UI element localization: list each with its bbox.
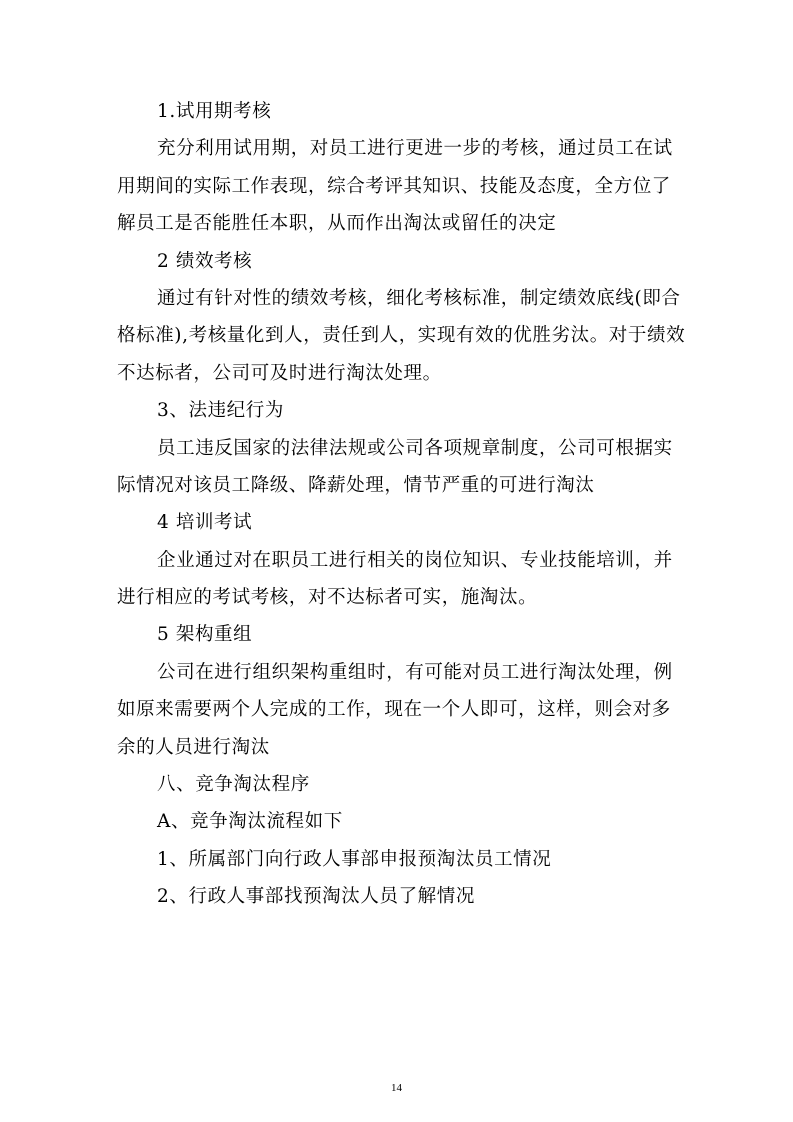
paragraph-line: 充分利用试用期，对员工进行更进一步的考核，通过员工在试 [157, 138, 673, 160]
paragraph-line: 如原来需要两个人完成的工作，现在一个人即可，这样，则会对多 [117, 699, 671, 721]
paragraph-line: 解员工是否能胜任本职，从而作出淘汰或留任的决定 [117, 213, 557, 235]
paragraph-line: 公司在进行组织架构重组时，有可能对员工进行淘汰处理，例 [157, 661, 673, 683]
heading-restructuring: 5 架构重组 [157, 624, 253, 646]
heading-training-exam: 4 培训考试 [157, 512, 253, 534]
paragraph-line: 通过有针对性的绩效考核，细化考核标准，制定绩效底线(即合 [157, 287, 681, 309]
page-number: 14 [391, 1082, 402, 1094]
paragraph-line: 用期间的实际工作表现，综合考评其知识、技能及态度，全方位了 [117, 175, 671, 197]
list-item: 2、行政人事部找预淘汰人员了解情况 [157, 886, 475, 908]
paragraph-line: 格标准),考核量化到人，责任到人，实现有效的优胜劣汰。对于绩效 [117, 325, 686, 347]
paragraph-line: 不达标者，公司可及时进行淘汰处理。 [117, 362, 442, 384]
paragraph-line: 员工违反国家的法律法规或公司各项规章制度，公司可根据实 [157, 437, 673, 459]
heading-performance-assessment: 2 绩效考核 [157, 250, 253, 272]
paragraph-line: 际情况对该员工降级、降薪处理，情节严重的可进行淘汰 [117, 474, 595, 496]
list-item: 1、所属部门向行政人事部申报预淘汰员工情况 [157, 848, 552, 870]
section-heading-competition-elimination: 八、竞争淘汰程序 [157, 774, 310, 796]
heading-violations: 3、法违纪行为 [157, 400, 284, 422]
document-body [117, 93, 686, 916]
subheading-process: A、竞争淘汰流程如下 [157, 811, 343, 833]
paragraph-line: 企业通过对在职员工进行相关的岗位知识、专业技能培训，并 [157, 549, 673, 571]
paragraph-line: 进行相应的考试考核，对不达标者可实，施淘汰。 [117, 587, 538, 609]
heading-probation-assessment: 1.试用期考核 [157, 101, 272, 122]
paragraph-line: 余的人员进行淘汰 [117, 736, 270, 758]
